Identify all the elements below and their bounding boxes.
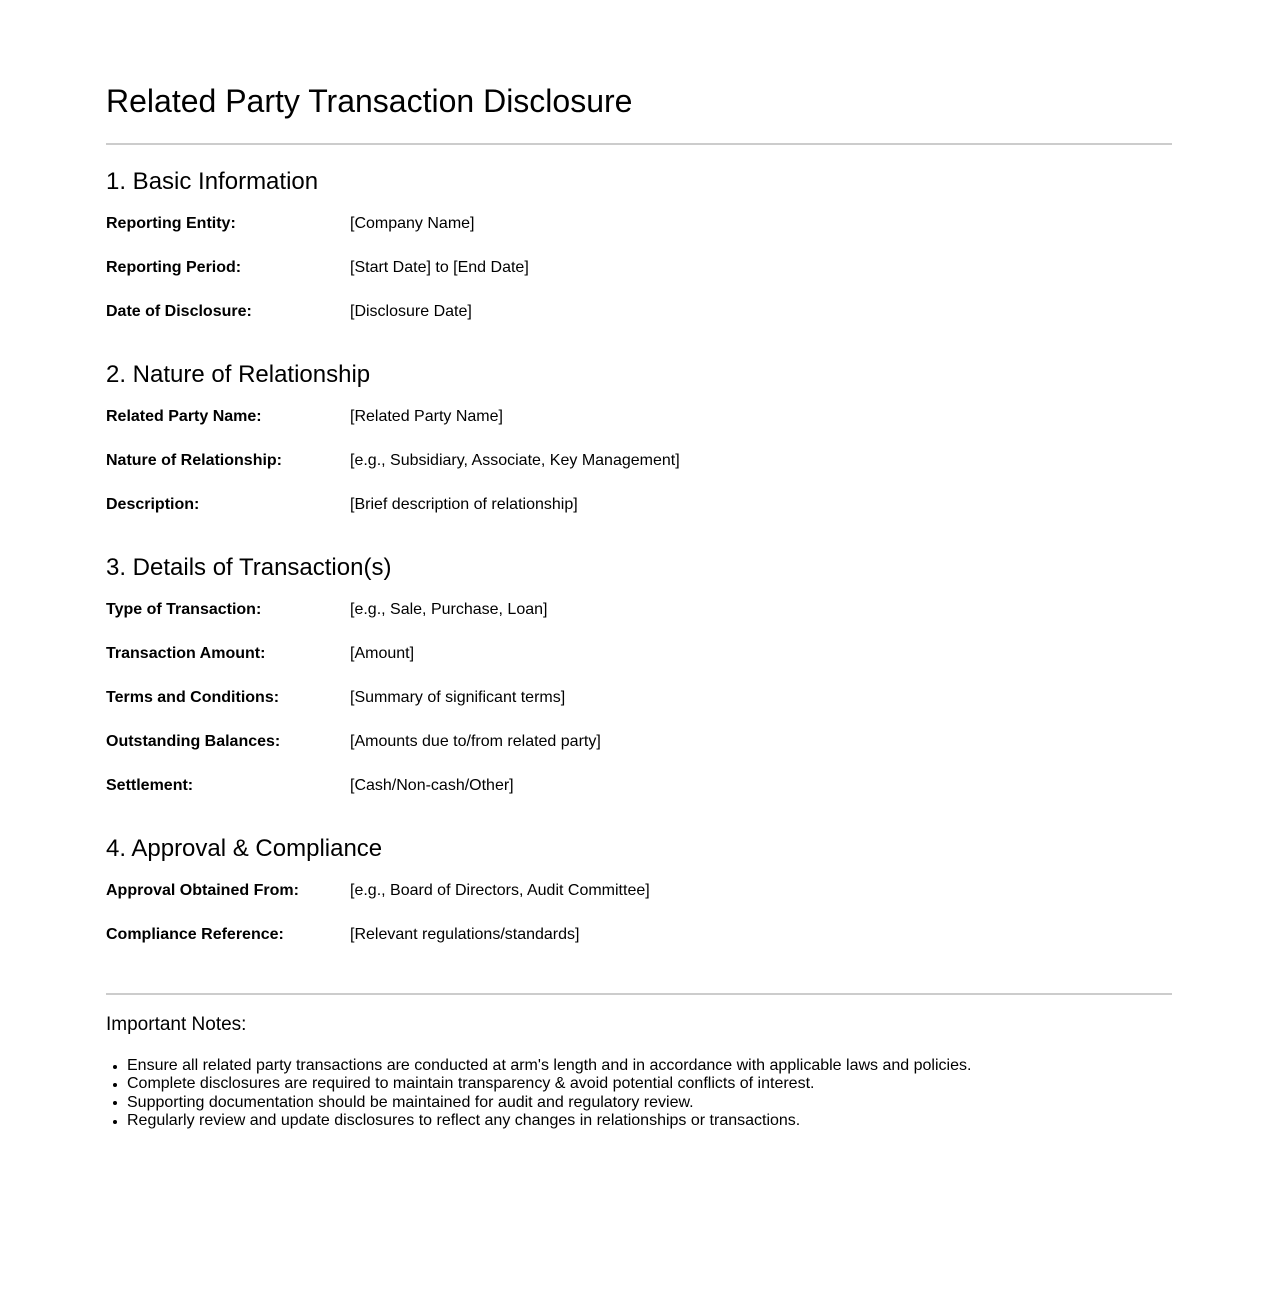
note-item: Ensure all related party transactions are conducted at arm's length and in accordance with applicable laws and policies.: [106, 1057, 1172, 1075]
field-value: [Company Name]: [350, 215, 475, 232]
field-label: Related Party Name:: [106, 408, 262, 425]
field-value: [Brief description of relationship]: [350, 496, 578, 513]
field-label: Reporting Period:: [106, 259, 242, 276]
field-row: [106, 407, 1172, 426]
field-value: [e.g., Sale, Purchase, Loan]: [350, 601, 548, 618]
section-approval-compliance: [106, 820, 1172, 969]
field-value: [Summary of significant terms]: [350, 689, 566, 706]
footer-divider: [106, 993, 1172, 995]
note-item: Regularly review and update disclosures to reflect any changes in relationships or transactions.: [106, 1112, 1172, 1130]
field-label: Compliance Reference:: [106, 926, 284, 943]
title-divider: [106, 143, 1172, 145]
section-nature-of-relationship: [106, 346, 1172, 539]
field-value: [Amounts due to/from related party]: [350, 733, 601, 750]
section-details-of-transactions: [106, 539, 1172, 820]
field-label: Description:: [106, 496, 200, 513]
notes-list: [106, 1057, 1172, 1131]
field-value: [Cash/Non-cash/Other]: [350, 777, 514, 794]
field-label: Nature of Relationship:: [106, 452, 283, 469]
field-row: [106, 214, 1172, 233]
field-row: [106, 688, 1172, 707]
field-label: Transaction Amount:: [106, 645, 266, 662]
field-row: [106, 925, 1172, 944]
field-value: [Relevant regulations/standards]: [350, 926, 580, 943]
field-label: Approval Obtained From:: [106, 882, 299, 899]
field-row: [106, 302, 1172, 321]
section-basic-information: [106, 153, 1172, 346]
section-heading: 3. Details of Transaction(s): [106, 554, 392, 581]
field-row: [106, 644, 1172, 663]
field-label: Terms and Conditions:: [106, 689, 280, 706]
section-heading: 2. Nature of Relationship: [106, 361, 371, 388]
field-label: Date of Disclosure:: [106, 303, 252, 320]
field-label: Settlement:: [106, 777, 194, 794]
notes-heading: Important Notes:: [106, 1014, 247, 1035]
field-label: Reporting Entity:: [106, 215, 236, 232]
field-value: [Disclosure Date]: [350, 303, 472, 320]
field-label: Outstanding Balances:: [106, 733, 281, 750]
note-item: Complete disclosures are required to maintain transparency & avoid potential conflicts of interest.: [106, 1075, 1172, 1093]
field-row: [106, 495, 1172, 514]
field-row: [106, 732, 1172, 751]
field-value: [e.g., Board of Directors, Audit Committee]: [350, 882, 650, 899]
field-row: [106, 451, 1172, 470]
field-row: [106, 881, 1172, 900]
field-label: Type of Transaction:: [106, 601, 262, 618]
field-value: [Amount]: [350, 645, 415, 662]
section-heading: 1. Basic Information: [106, 168, 319, 195]
field-row: [106, 258, 1172, 277]
field-value: [e.g., Subsidiary, Associate, Key Management]: [350, 452, 680, 469]
field-value: [Related Party Name]: [350, 408, 503, 425]
note-item: Supporting documentation should be maintained for audit and regulatory review.: [106, 1094, 1172, 1112]
field-row: [106, 776, 1172, 795]
field-value: [Start Date] to [End Date]: [350, 259, 529, 276]
page-title: Related Party Transaction Disclosure: [106, 83, 633, 119]
field-row: [106, 600, 1172, 619]
section-heading: 4. Approval & Compliance: [106, 835, 383, 862]
